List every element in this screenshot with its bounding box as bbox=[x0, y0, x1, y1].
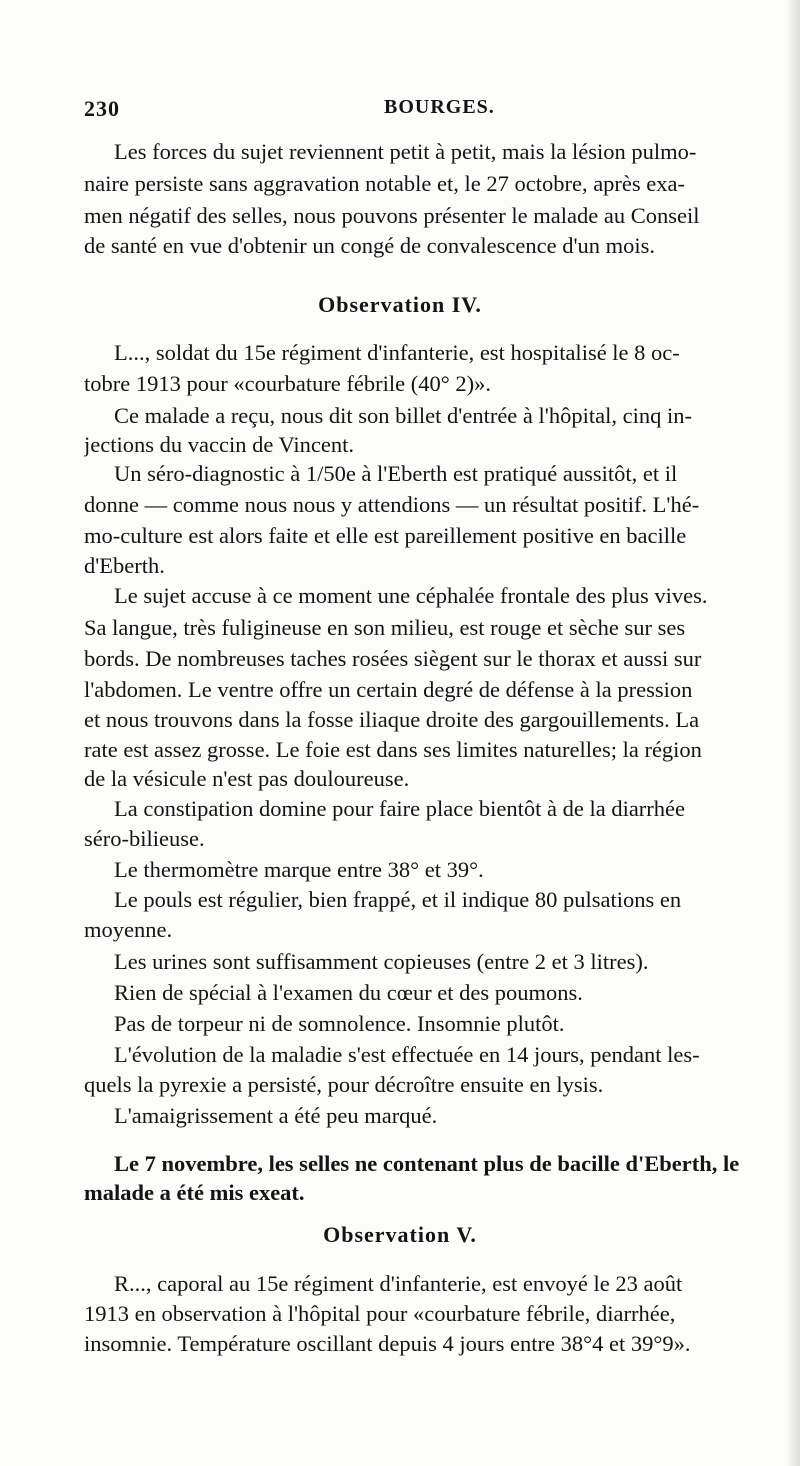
text-line: moyenne. bbox=[84, 917, 173, 942]
text-line: insomnie. Température oscillant depuis 4 jours entre 38°4 et 39°9». bbox=[84, 1331, 691, 1356]
text-line: mo-culture est alors faite et elle est pareillement positive en bacille bbox=[84, 523, 687, 548]
text-line: malade a été mis exeat. bbox=[84, 1180, 305, 1205]
page-header bbox=[84, 96, 740, 126]
text-line: tobre 1913 pour «courbature fébrile (40° 2)». bbox=[84, 371, 491, 396]
text-line: et nous trouvons dans la fosse iliaque droite des gargouillements. La bbox=[84, 707, 700, 732]
text-line: Rien de spécial à l'examen du cœur et des poumons. bbox=[114, 980, 583, 1005]
text-line: bords. De nombreuses taches rosées siègent sur le thorax et aussi sur bbox=[84, 646, 702, 671]
text-line: Un séro-diagnostic à 1/50e à l'Eberth est pratiqué aussitôt, et il bbox=[114, 461, 678, 486]
text-line: Le pouls est régulier, bien frappé, et il indique 80 pulsations en bbox=[114, 887, 682, 912]
text-line: men négatif des selles, nous pouvons présenter le malade au Conseil bbox=[84, 203, 700, 228]
text-line: Le sujet accuse à ce moment une céphalée frontale des plus vives. bbox=[114, 583, 708, 608]
text-line: Pas de torpeur ni de somnolence. Insomnie plutôt. bbox=[114, 1011, 565, 1036]
text-line: séro-bilieuse. bbox=[84, 826, 205, 851]
text-line: 1913 en observation à l'hôpital pour «courbature fébrile, diarrhée, bbox=[84, 1301, 676, 1326]
observation-heading: Observation V. bbox=[323, 1222, 477, 1247]
text-line: jections du vaccin de Vincent. bbox=[84, 432, 355, 457]
text-line: Ce malade a reçu, nous dit son billet d'entrée à l'hôpital, cinq in- bbox=[114, 403, 692, 428]
text-line: rate est assez grosse. Le foie est dans ses limites naturelles; la région bbox=[84, 737, 702, 762]
text-line: Le thermomètre marque entre 38° et 39°. bbox=[114, 857, 484, 882]
text-line: d'Eberth. bbox=[84, 553, 165, 578]
text-line: Sa langue, très fuligineuse en son milieu, est rouge et sèche sur ses bbox=[84, 615, 686, 640]
text-line: quels la pyrexie a persisté, pour décroître ensuite en lysis. bbox=[84, 1072, 604, 1097]
text-line: Les forces du sujet reviennent petit à petit, mais la lésion pulmo- bbox=[114, 139, 697, 164]
running-title: BOURGES. bbox=[384, 96, 495, 118]
text-line: Le 7 novembre, les selles ne contenant plus de bacille d'Eberth, le bbox=[114, 1151, 740, 1176]
observation-heading: Observation IV. bbox=[318, 292, 482, 317]
page-number: 230 bbox=[84, 96, 120, 121]
text-line: l'abdomen. Le ventre offre un certain degré de défense à la pression bbox=[84, 677, 693, 702]
text-line: R..., caporal au 15e régiment d'infanterie, est envoyé le 23 août bbox=[114, 1271, 683, 1296]
text-line: naire persiste sans aggravation notable et, le 27 octobre, après exa- bbox=[84, 171, 686, 196]
text-line: L'amaigrissement a été peu marqué. bbox=[114, 1103, 438, 1128]
text-line: La constipation domine pour faire place bientôt à de la diarrhée bbox=[114, 796, 686, 821]
text-line: L'évolution de la maladie s'est effectuée en 14 jours, pendant les- bbox=[114, 1042, 700, 1067]
text-line: L..., soldat du 15e régiment d'infanterie, est hospitalisé le 8 oc- bbox=[114, 340, 680, 365]
text-line: de la vésicule n'est pas douloureuse. bbox=[84, 766, 410, 791]
text-line: de santé en vue d'obtenir un congé de convalescence d'un mois. bbox=[84, 233, 656, 258]
text-line: donne — comme nous nous y attendions — un résultat positif. L'hé- bbox=[84, 492, 700, 517]
text-line: Les urines sont suffisamment copieuses (entre 2 et 3 litres). bbox=[114, 949, 649, 974]
